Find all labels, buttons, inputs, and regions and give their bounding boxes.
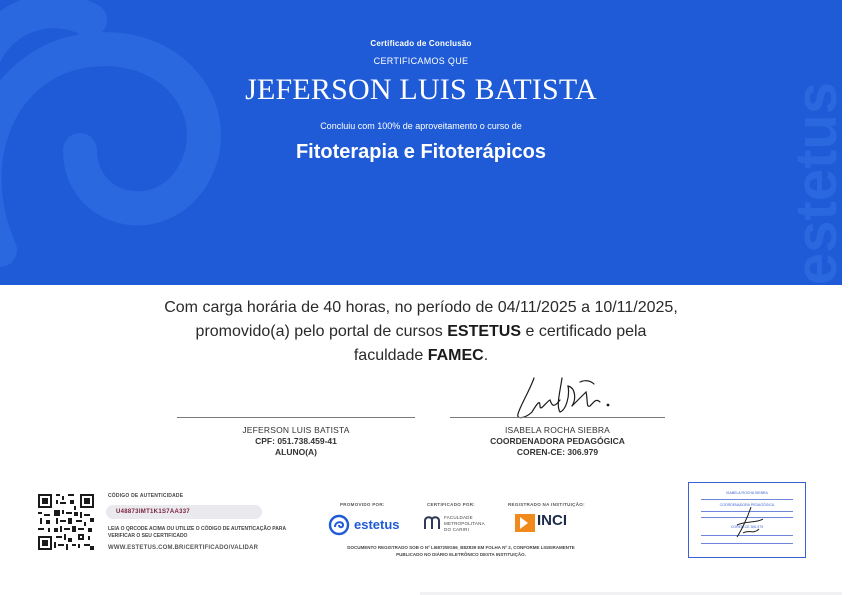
coordinator-signature-line (450, 417, 665, 418)
auth-code-label: CÓDIGO DE AUTENTICIDADE (108, 493, 184, 499)
estetus-logo-icon (328, 514, 350, 536)
course-name: Fitoterapia e Fitoterápicos (295, 141, 547, 163)
stamp-signature (723, 505, 773, 539)
student-role: ALUNO(A) (274, 447, 318, 457)
portal-name: ESTETUS (447, 323, 522, 340)
svg-text:estetus: estetus (784, 81, 849, 285)
student-signature-line (177, 417, 415, 418)
registered-by-label: REGISTRADO NA INSTITUIÇÃO: (508, 502, 585, 507)
famec-logo-icon (422, 513, 442, 533)
certificate-header (0, 0, 849, 285)
coordinator-signature-block (450, 425, 665, 458)
college-name: FAMEC (427, 347, 484, 364)
famec-logo-text: FACULDADE METROPOLITANA DO CARIRI (444, 515, 485, 532)
coordinator-signature (510, 372, 620, 422)
auth-instructions: LEIA O QRCODE ACIMA OU UTILIZE O CÓDIGO DE AUTENTICAÇÃO PARA VERIFICAR O SEU CERTIFICADO (108, 526, 286, 539)
student-signature-block (177, 425, 415, 458)
student-name: JEFERSON LUIS BATISTA (245, 73, 597, 106)
body-line-1: Com carga horária de 40 horas, no período de 04/11/2025 a 10/11/2025, (164, 299, 678, 316)
estetus-logo-text: estetus (354, 517, 400, 532)
registry-note: DOCUMENTO REGISTRADO SOB O Nº LI6872WG56_B8Z939 EM FOLHA Nº 2, CONFORME LIGEIRAMENTE PUBLICADO NO DIÁRIO ELETRÔNICO DESTA INSTITUIÇÃO. (347, 545, 575, 557)
coordinator-name: ISABELA ROCHA SIEBRA (504, 425, 611, 435)
auth-code-field[interactable]: U48873IMT1K1S7AA337 (106, 505, 262, 519)
stamp-line-2: COORDENADORA PEDAGÓGICA (719, 503, 775, 507)
certificate-title: Certificado de Conclusão (370, 39, 472, 48)
certified-by-label: CERTIFICADO POR: (427, 502, 476, 507)
inci-logo-icon (515, 514, 535, 532)
validation-link[interactable]: WWW.ESTETUS.COM.BR/CERTIFICADO/VALIDAR (108, 545, 259, 551)
certify-line: CERTIFICAMOS QUE (373, 56, 469, 66)
certificate-body (100, 296, 742, 368)
body-line-2: promovido(a) pelo portal de cursos ESTETUS e certificado pela (195, 323, 647, 340)
coordinator-coren: COREN-CE: 306.979 (516, 447, 599, 457)
coordinator-role: COORDENADORA PEDAGÓGICA (490, 436, 625, 446)
stamp-line-1: ISABELA ROCHA SIEBRA (726, 491, 768, 495)
student-cpf: CPF: 051.738.459-41 (255, 436, 337, 446)
stamp-line-3: COREN-CE 306.979 (730, 525, 764, 529)
qr-code-icon[interactable] (38, 494, 94, 550)
registration-stamp (688, 482, 806, 558)
inci-logo-text: INCI (537, 512, 567, 529)
body-line-3: faculdade FAMEC. (353, 347, 489, 364)
promoted-by-label: PROMOVIDO POR: (340, 502, 385, 507)
completion-line: Concluiu com 100% de aproveitamento o curso de (320, 121, 522, 131)
student-signature-name: JEFERSON LUIS BATISTA (242, 425, 350, 435)
